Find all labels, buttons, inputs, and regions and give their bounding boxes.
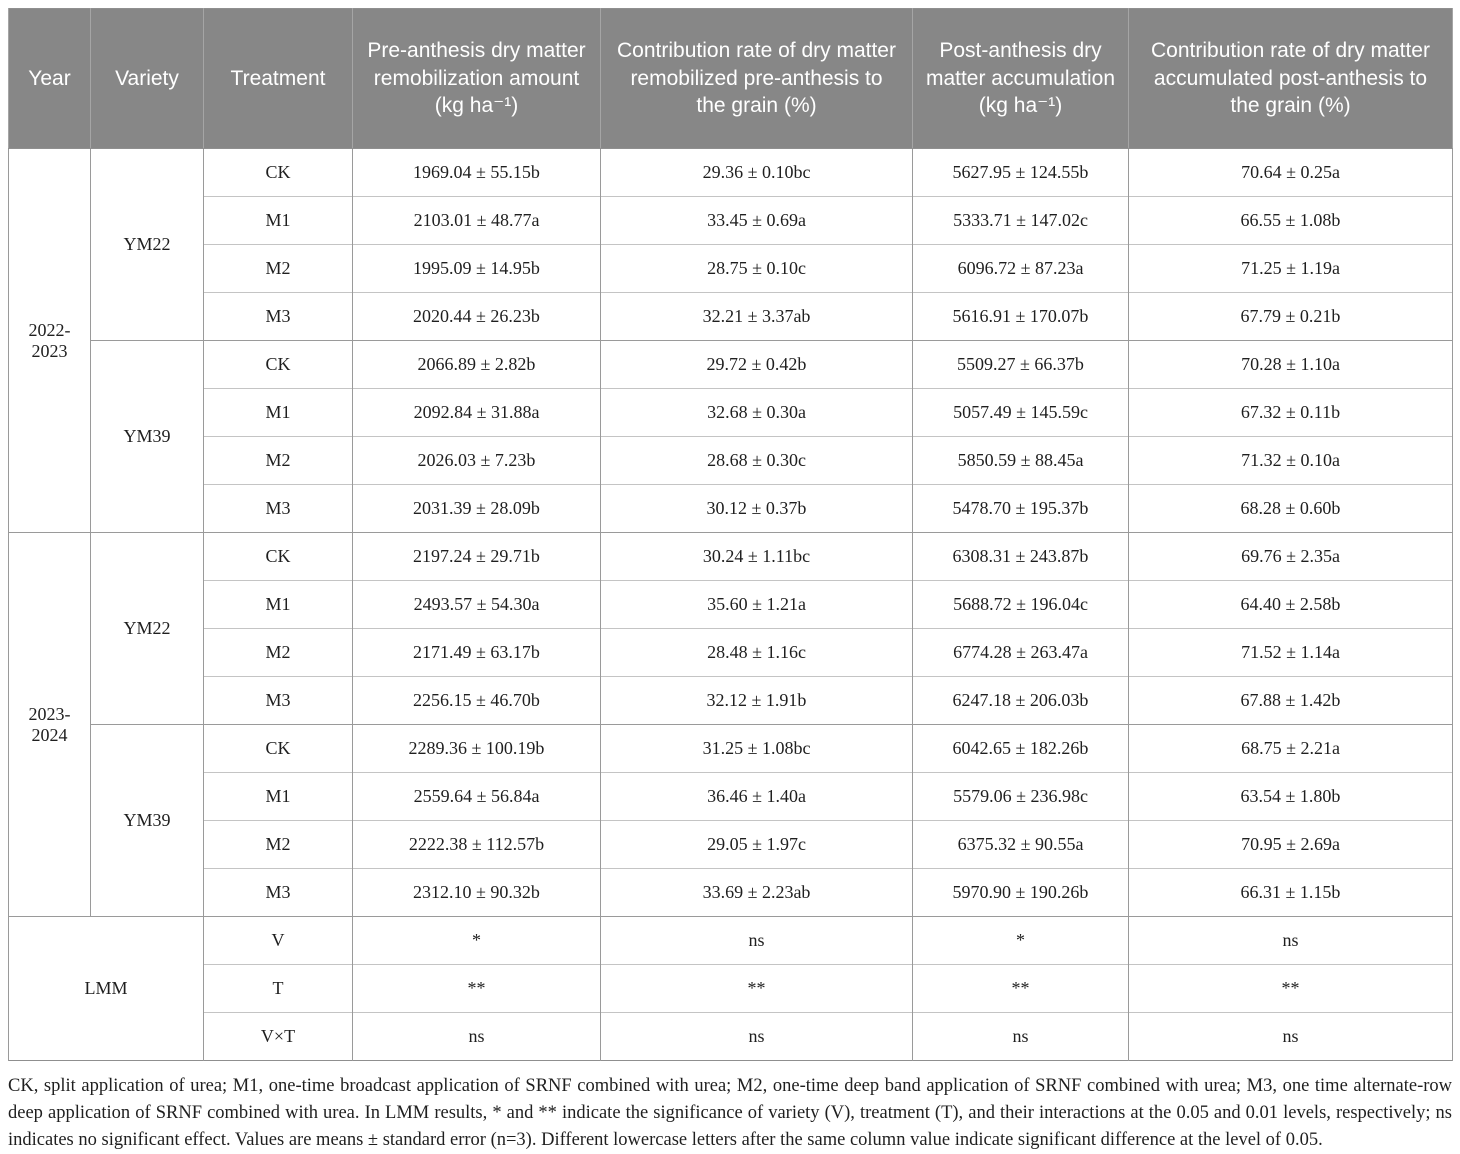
table-row	[9, 965, 1453, 1013]
value-cell: 35.60 ± 1.21a	[601, 581, 913, 629]
value-cell: 1969.04 ± 55.15b	[353, 149, 601, 197]
table-row	[9, 869, 1453, 917]
year-cell: 2022-2023	[9, 149, 91, 533]
value-cell: 29.72 ± 0.42b	[601, 341, 913, 389]
treatment-cell: M3	[204, 677, 353, 725]
table-row	[9, 629, 1453, 677]
value-cell: 2171.49 ± 63.17b	[353, 629, 601, 677]
table-row	[9, 821, 1453, 869]
table-row	[9, 293, 1453, 341]
value-cell: 31.25 ± 1.08bc	[601, 725, 913, 773]
table-row	[9, 533, 1453, 581]
col-header-contribution-post-anthesis: Contribution rate of dry matter accumulated post-anthesis to the grain (%)	[1129, 9, 1453, 149]
value-cell: 6774.28 ± 263.47a	[913, 629, 1129, 677]
value-cell: 6375.32 ± 90.55a	[913, 821, 1129, 869]
treatment-cell: M3	[204, 869, 353, 917]
value-cell: 5850.59 ± 88.45a	[913, 437, 1129, 485]
significance-cell: **	[1129, 965, 1453, 1013]
significance-cell: **	[913, 965, 1129, 1013]
table-row	[9, 725, 1453, 773]
value-cell: 70.95 ± 2.69a	[1129, 821, 1453, 869]
col-header-treatment: Treatment	[204, 9, 353, 149]
value-cell: 68.28 ± 0.60b	[1129, 485, 1453, 533]
value-cell: 66.31 ± 1.15b	[1129, 869, 1453, 917]
factor-cell: V	[204, 917, 353, 965]
year-cell: 2023-2024	[9, 533, 91, 917]
value-cell: 6247.18 ± 206.03b	[913, 677, 1129, 725]
col-header-post-anthesis-accumulation: Post-anthesis dry matter accumulation (kg ha⁻¹)	[913, 9, 1129, 149]
col-header-pre-anthesis-remobilization: Pre-anthesis dry matter remobilization amount (kg ha⁻¹)	[353, 9, 601, 149]
value-cell: 33.45 ± 0.69a	[601, 197, 913, 245]
value-cell: 33.69 ± 2.23ab	[601, 869, 913, 917]
value-cell: 67.32 ± 0.11b	[1129, 389, 1453, 437]
treatment-cell: M2	[204, 245, 353, 293]
table-row	[9, 677, 1453, 725]
value-cell: 6308.31 ± 243.87b	[913, 533, 1129, 581]
table-row	[9, 437, 1453, 485]
value-cell: 36.46 ± 1.40a	[601, 773, 913, 821]
value-cell: 67.88 ± 1.42b	[1129, 677, 1453, 725]
table-footnote: CK, split application of urea; M1, one-time broadcast application of SRNF combined with urea; M2, one-time deep band application of SRNF combined with urea; M3, one time alternate-row deep application of SRNF combined with urea. In LMM results, * and ** indicate the significance of variety (V), treatment (T), and their interactions at the 0.05 and 0.01 levels, respectively; ns indicates no significant effect. Values are means ± standard error (n=3). Different lowercase letters after the same column value indicate significant difference at the level of 0.05.	[8, 1076, 1452, 1150]
treatment-cell: M3	[204, 485, 353, 533]
value-cell: 2312.10 ± 90.32b	[353, 869, 601, 917]
table-row	[9, 341, 1453, 389]
results-table	[8, 8, 1453, 1061]
value-cell: 70.28 ± 1.10a	[1129, 341, 1453, 389]
value-cell: 5616.91 ± 170.07b	[913, 293, 1129, 341]
treatment-cell: M1	[204, 581, 353, 629]
significance-cell: *	[353, 917, 601, 965]
value-cell: 2289.36 ± 100.19b	[353, 725, 601, 773]
value-cell: 1995.09 ± 14.95b	[353, 245, 601, 293]
table-row	[9, 245, 1453, 293]
significance-cell: ns	[913, 1013, 1129, 1061]
value-cell: 6042.65 ± 182.26b	[913, 725, 1129, 773]
col-header-year: Year	[9, 9, 91, 149]
header-row	[9, 9, 1453, 149]
value-cell: 5509.27 ± 66.37b	[913, 341, 1129, 389]
value-cell: 71.32 ± 0.10a	[1129, 437, 1453, 485]
significance-cell: ns	[601, 917, 913, 965]
value-cell: 5970.90 ± 190.26b	[913, 869, 1129, 917]
value-cell: 2256.15 ± 46.70b	[353, 677, 601, 725]
treatment-cell: M1	[204, 197, 353, 245]
variety-cell: YM22	[91, 149, 204, 341]
table-row	[9, 773, 1453, 821]
table-row	[9, 1013, 1453, 1061]
table-row	[9, 917, 1453, 965]
treatment-cell: M1	[204, 389, 353, 437]
treatment-cell: M2	[204, 629, 353, 677]
value-cell: 32.68 ± 0.30a	[601, 389, 913, 437]
value-cell: 64.40 ± 2.58b	[1129, 581, 1453, 629]
significance-cell: ns	[601, 1013, 913, 1061]
table-row	[9, 197, 1453, 245]
treatment-cell: M2	[204, 437, 353, 485]
value-cell: 28.48 ± 1.16c	[601, 629, 913, 677]
value-cell: 30.12 ± 0.37b	[601, 485, 913, 533]
value-cell: 71.25 ± 1.19a	[1129, 245, 1453, 293]
value-cell: 32.21 ± 3.37ab	[601, 293, 913, 341]
treatment-cell: M2	[204, 821, 353, 869]
significance-cell: *	[913, 917, 1129, 965]
treatment-cell: CK	[204, 341, 353, 389]
variety-cell: YM22	[91, 533, 204, 725]
table-row	[9, 581, 1453, 629]
value-cell: 29.36 ± 0.10bc	[601, 149, 913, 197]
treatment-cell: CK	[204, 533, 353, 581]
value-cell: 63.54 ± 1.80b	[1129, 773, 1453, 821]
value-cell: 30.24 ± 1.11bc	[601, 533, 913, 581]
variety-cell: YM39	[91, 341, 204, 533]
value-cell: 6096.72 ± 87.23a	[913, 245, 1129, 293]
factor-cell: T	[204, 965, 353, 1013]
value-cell: 2103.01 ± 48.77a	[353, 197, 601, 245]
value-cell: 5478.70 ± 195.37b	[913, 485, 1129, 533]
value-cell: 2222.38 ± 112.57b	[353, 821, 601, 869]
significance-cell: **	[353, 965, 601, 1013]
value-cell: 66.55 ± 1.08b	[1129, 197, 1453, 245]
significance-cell: **	[601, 965, 913, 1013]
col-header-contribution-pre-anthesis: Contribution rate of dry matter remobilized pre-anthesis to the grain (%)	[601, 9, 913, 149]
treatment-cell: M3	[204, 293, 353, 341]
significance-cell: ns	[1129, 1013, 1453, 1061]
value-cell: 28.75 ± 0.10c	[601, 245, 913, 293]
table-row	[9, 149, 1453, 197]
value-cell: 2066.89 ± 2.82b	[353, 341, 601, 389]
factor-cell: V×T	[204, 1013, 353, 1061]
treatment-cell: CK	[204, 725, 353, 773]
value-cell: 5688.72 ± 196.04c	[913, 581, 1129, 629]
col-header-variety: Variety	[91, 9, 204, 149]
value-cell: 71.52 ± 1.14a	[1129, 629, 1453, 677]
table-row	[9, 485, 1453, 533]
value-cell: 2020.44 ± 26.23b	[353, 293, 601, 341]
value-cell: 2031.39 ± 28.09b	[353, 485, 601, 533]
value-cell: 5057.49 ± 145.59c	[913, 389, 1129, 437]
value-cell: 5579.06 ± 236.98c	[913, 773, 1129, 821]
significance-cell: ns	[353, 1013, 601, 1061]
value-cell: 28.68 ± 0.30c	[601, 437, 913, 485]
value-cell: 2026.03 ± 7.23b	[353, 437, 601, 485]
value-cell: 2559.64 ± 56.84a	[353, 773, 601, 821]
value-cell: 70.64 ± 0.25a	[1129, 149, 1453, 197]
variety-cell: YM39	[91, 725, 204, 917]
value-cell: 5333.71 ± 147.02c	[913, 197, 1129, 245]
value-cell: 69.76 ± 2.35a	[1129, 533, 1453, 581]
value-cell: 2197.24 ± 29.71b	[353, 533, 601, 581]
value-cell: 68.75 ± 2.21a	[1129, 725, 1453, 773]
value-cell: 2092.84 ± 31.88a	[353, 389, 601, 437]
significance-cell: ns	[1129, 917, 1453, 965]
table-row	[9, 389, 1453, 437]
treatment-cell: CK	[204, 149, 353, 197]
treatment-cell: M1	[204, 773, 353, 821]
value-cell: 2493.57 ± 54.30a	[353, 581, 601, 629]
value-cell: 29.05 ± 1.97c	[601, 821, 913, 869]
value-cell: 5627.95 ± 124.55b	[913, 149, 1129, 197]
value-cell: 67.79 ± 0.21b	[1129, 293, 1453, 341]
value-cell: 32.12 ± 1.91b	[601, 677, 913, 725]
lmm-label-cell: LMM	[9, 917, 204, 1061]
